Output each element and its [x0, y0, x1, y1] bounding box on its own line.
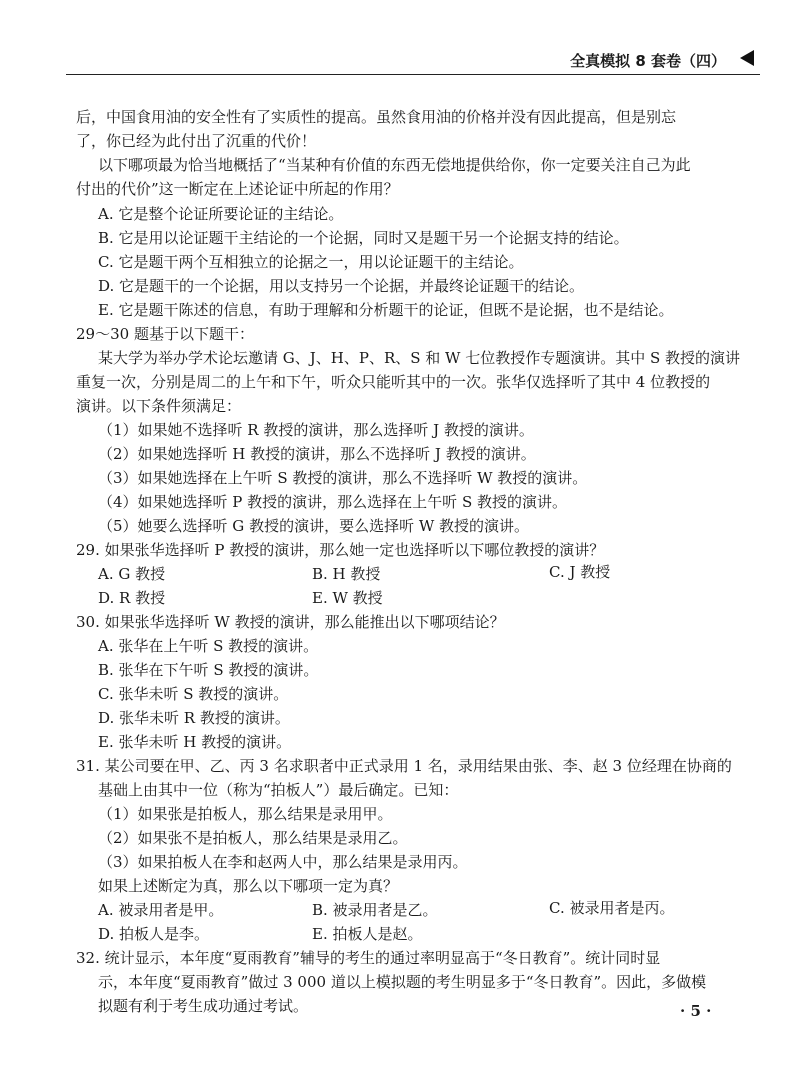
option-d: D. R 教授 [98, 589, 166, 607]
option-d: D. 拍板人是李。 [98, 925, 210, 943]
page-number: · 5 · [680, 1002, 712, 1020]
question-stem: 30. 如果张华选择听 W 教授的演讲，那么能推出以下哪项结论？ [76, 613, 505, 631]
question-stem: 以下哪项最为恰当地概括了“当某种有价值的东西无偿地提供给你，你一定要关注自己为此 [98, 156, 691, 174]
question-stem: 32. 统计显示，本年度“夏雨教育”辅导的考生的通过率明显高于“冬日教育”。统计同时显 [76, 949, 661, 967]
option-e: E. W 教授 [312, 589, 383, 607]
option-e: E. 拍板人是赵。 [312, 925, 423, 943]
condition: （4）如果她选择听 P 教授的演讲，那么选择在上午听 S 教授的演讲。 [98, 493, 567, 511]
question-stem: 拟题有利于考生成功通过考试。 [98, 997, 309, 1015]
option-c: C. 张华未听 S 教授的演讲。 [98, 685, 289, 703]
question-stem: 29. 如果张华选择听 P 教授的演讲，那么她一定也选择听以下哪位教授的演讲？ [76, 541, 605, 559]
option-d: D. 张华未听 R 教授的演讲。 [98, 709, 290, 727]
option-a: A. 张华在上午听 S 教授的演讲。 [98, 637, 319, 655]
question-stem: 31. 某公司要在甲、乙、丙 3 名求职者中正式录用 1 名，录用结果由张、李、赵 3 位经理在协商的 [76, 757, 732, 775]
page-header [66, 44, 760, 75]
passage-line: 了，你已经为此付出了沉重的代价！ [76, 132, 317, 150]
option-c: C. 被录用者是丙。 [549, 899, 675, 917]
option-e: E. 张华未听 H 教授的演讲。 [98, 733, 292, 751]
option-c: C. J 教授 [549, 563, 611, 581]
condition: （3）如果拍板人在李和赵两人中，那么结果是录用丙。 [98, 853, 468, 871]
option-d: D. 它是题干的一个论据，用以支持另一个论据，并最终论证题干的结论。 [98, 277, 585, 295]
group-stem: 某大学为举办学术论坛邀请 G、J、H、P、R、S 和 W 七位教授作专题演讲。其中 S 教授的演讲 [98, 349, 741, 367]
condition: （5）她要么选择听 G 教授的演讲，要么选择听 W 教授的演讲。 [98, 517, 530, 535]
condition: （2）如果她选择听 H 教授的演讲，那么不选择听 J 教授的演讲。 [98, 445, 536, 463]
group-intro: 29～30 题基于以下题干： [76, 325, 254, 343]
question-stem: 基础上由其中一位（称为“拍板人”）最后确定。已知： [98, 781, 459, 799]
condition: （1）如果她不选择听 R 教授的演讲，那么选择听 J 教授的演讲。 [98, 421, 534, 439]
option-a: A. 它是整个论证所要论证的主结论。 [98, 205, 344, 223]
group-stem: 重复一次，分别是周二的上午和下午，听众只能听其中的一次。张华仅选择听了其中 4 位教授的 [76, 373, 711, 391]
condition: （2）如果张不是拍板人，那么结果是录用乙。 [98, 829, 408, 847]
option-b: B. H 教授 [312, 565, 381, 583]
question-prompt: 如果上述断定为真，那么以下哪项一定为真？ [98, 877, 399, 895]
option-a: A. 被录用者是甲。 [98, 901, 224, 919]
condition: （3）如果她选择在上午听 S 教授的演讲，那么不选择听 W 教授的演讲。 [98, 469, 588, 487]
question-stem: 付出的代价”这一断定在上述论证中所起的作用？ [76, 180, 399, 198]
option-a: A. G 教授 [98, 565, 166, 583]
option-e: E. 它是题干陈述的信息，有助于理解和分析题干的论证，但既不是论据，也不是结论。 [98, 301, 674, 319]
option-b: B. 它是用以论证题干主结论的一个论据，同时又是题干另一个论据支持的结论。 [98, 229, 629, 247]
header-title: 全真模拟 8 套卷（四） [570, 52, 726, 70]
question-stem: 示，本年度“夏雨教育”做过 3 000 道以上模拟题的考生明显多于“冬日教育”。因此，多做模 [98, 973, 707, 991]
passage-line: 后，中国食用油的安全性有了实质性的提高。虽然食用油的价格并没有因此提高，但是别忘 [76, 108, 677, 126]
option-c: C. 它是题干两个互相独立的论据之一，用以论证题干的主结论。 [98, 253, 524, 271]
condition: （1）如果张是拍板人，那么结果是录用甲。 [98, 805, 393, 823]
option-b: B. 被录用者是乙。 [312, 901, 438, 919]
option-b: B. 张华在下午听 S 教授的演讲。 [98, 661, 319, 679]
triangle-marker-icon [740, 50, 754, 66]
group-stem: 演讲。以下条件须满足： [76, 397, 242, 415]
